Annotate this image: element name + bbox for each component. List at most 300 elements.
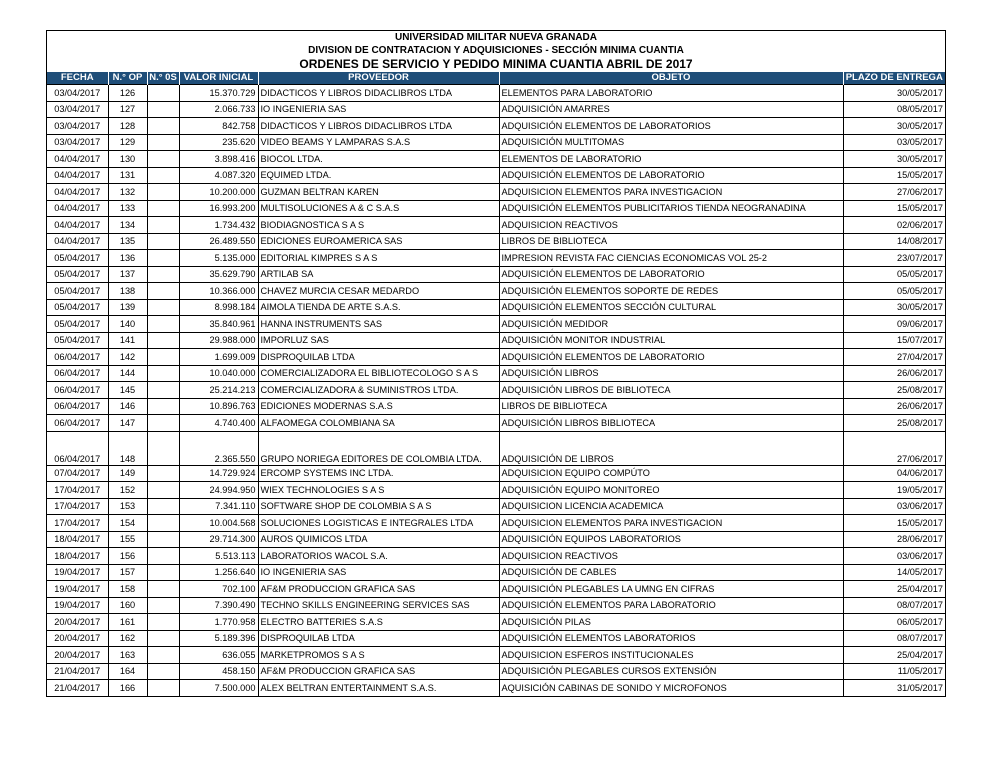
cell-fecha: 06/04/2017: [47, 382, 108, 399]
orders-table: [47, 72, 945, 696]
cell-op: 155: [108, 531, 147, 548]
cell-plazo-entrega: 15/07/2017: [843, 332, 945, 349]
cell-op: 148: [108, 431, 147, 465]
column-header-os: N.° 0S: [147, 72, 179, 85]
cell-valor-inicial: 7.341.110: [179, 498, 258, 515]
cell-op: 162: [108, 630, 147, 647]
cell-objeto: AQUISICIÓN CABINAS DE SONIDO Y MICROFONOS: [499, 680, 843, 696]
cell-valor-inicial: 5.189.396: [179, 630, 258, 647]
cell-proveedor: AF&M PRODUCCION GRAFICA SAS: [258, 581, 499, 598]
cell-proveedor: EDICIONES EUROAMERICA SAS: [258, 233, 499, 250]
cell-op: 153: [108, 498, 147, 515]
cell-op: 128: [108, 118, 147, 135]
cell-plazo-entrega: 27/04/2017: [843, 349, 945, 366]
table-row: [47, 465, 945, 482]
table-row: [47, 151, 945, 168]
table-row: [47, 431, 945, 465]
cell-proveedor: COMERCIALIZADORA EL BIBLIOTECOLOGO S A S: [258, 365, 499, 382]
cell-proveedor: TECHNO SKILLS ENGINEERING SERVICES SAS: [258, 597, 499, 614]
cell-plazo-entrega: 06/05/2017: [843, 614, 945, 631]
cell-fecha: 21/04/2017: [47, 663, 108, 680]
cell-proveedor: COMERCIALIZADORA & SUMINISTROS LTDA.: [258, 382, 499, 399]
table-row: [47, 233, 945, 250]
table-row: [47, 266, 945, 283]
cell-os: [147, 332, 179, 349]
cell-valor-inicial: 8.998.184: [179, 299, 258, 316]
cell-proveedor: ALFAOMEGA COLOMBIANA SA: [258, 415, 499, 432]
cell-valor-inicial: 10.040.000: [179, 365, 258, 382]
cell-proveedor: ARTILAB SA: [258, 266, 499, 283]
cell-os: [147, 398, 179, 415]
cell-os: [147, 663, 179, 680]
cell-objeto: ADQUISICION ELEMENTOS PARA INVESTIGACION: [499, 515, 843, 532]
cell-op: 145: [108, 382, 147, 399]
cell-plazo-entrega: 03/05/2017: [843, 134, 945, 151]
cell-valor-inicial: 5.135.000: [179, 250, 258, 267]
cell-fecha: 19/04/2017: [47, 564, 108, 581]
cell-objeto: ADQUISICIÓN DE LIBROS: [499, 431, 843, 465]
cell-fecha: 04/04/2017: [47, 167, 108, 184]
cell-op: 132: [108, 184, 147, 201]
cell-proveedor: AF&M PRODUCCION GRAFICA SAS: [258, 663, 499, 680]
cell-op: 166: [108, 680, 147, 696]
cell-valor-inicial: 14.729.924: [179, 465, 258, 482]
cell-os: [147, 217, 179, 234]
cell-plazo-entrega: 15/05/2017: [843, 167, 945, 184]
cell-os: [147, 614, 179, 631]
cell-os: [147, 349, 179, 366]
cell-valor-inicial: 4.740.400: [179, 415, 258, 432]
cell-os: [147, 266, 179, 283]
table-row: [47, 349, 945, 366]
cell-os: [147, 548, 179, 565]
cell-op: 149: [108, 465, 147, 482]
cell-objeto: ADQUISICIÓN LIBROS DE BIBLIOTECA: [499, 382, 843, 399]
cell-fecha: 05/04/2017: [47, 250, 108, 267]
cell-valor-inicial: 29.714.300: [179, 531, 258, 548]
cell-op: 141: [108, 332, 147, 349]
cell-os: [147, 647, 179, 664]
cell-os: [147, 630, 179, 647]
cell-fecha: 19/04/2017: [47, 597, 108, 614]
cell-valor-inicial: 10.366.000: [179, 283, 258, 300]
cell-plazo-entrega: 03/06/2017: [843, 548, 945, 565]
cell-os: [147, 85, 179, 102]
cell-fecha: 04/04/2017: [47, 184, 108, 201]
cell-plazo-entrega: 11/05/2017: [843, 663, 945, 680]
cell-fecha: 04/04/2017: [47, 233, 108, 250]
cell-valor-inicial: 29.988.000: [179, 332, 258, 349]
table-row: [47, 482, 945, 499]
cell-plazo-entrega: 19/05/2017: [843, 482, 945, 499]
table-row: [47, 680, 945, 696]
cell-valor-inicial: 702.100: [179, 581, 258, 598]
cell-objeto: ADQUISICIÓN DE CABLES: [499, 564, 843, 581]
table-row: [47, 548, 945, 565]
cell-fecha: 05/04/2017: [47, 283, 108, 300]
cell-proveedor: AIMOLA TIENDA DE ARTE S.A.S.: [258, 299, 499, 316]
table-row: [47, 85, 945, 102]
cell-fecha: 20/04/2017: [47, 630, 108, 647]
cell-plazo-entrega: 15/05/2017: [843, 200, 945, 217]
cell-objeto: ADQUISICIÓN ELEMENTOS DE LABORATORIO: [499, 266, 843, 283]
cell-fecha: 03/04/2017: [47, 118, 108, 135]
cell-op: 134: [108, 217, 147, 234]
cell-valor-inicial: 15.370.729: [179, 85, 258, 102]
cell-plazo-entrega: 26/06/2017: [843, 365, 945, 382]
cell-plazo-entrega: 25/08/2017: [843, 382, 945, 399]
table-row: [47, 184, 945, 201]
cell-fecha: 05/04/2017: [47, 332, 108, 349]
cell-op: 161: [108, 614, 147, 631]
column-header-proveedor: PROVEEDOR: [258, 72, 499, 85]
cell-valor-inicial: 10.004.568: [179, 515, 258, 532]
cell-os: [147, 167, 179, 184]
cell-os: [147, 134, 179, 151]
cell-objeto: ADQUISICION REACTIVOS: [499, 548, 843, 565]
cell-op: 133: [108, 200, 147, 217]
cell-valor-inicial: 3.898.416: [179, 151, 258, 168]
cell-proveedor: DIDACTICOS Y LIBROS DIDACLIBROS LTDA: [258, 85, 499, 102]
cell-op: 138: [108, 283, 147, 300]
cell-os: [147, 564, 179, 581]
cell-plazo-entrega: 08/07/2017: [843, 597, 945, 614]
cell-objeto: ADQUISICIÓN MULTITOMAS: [499, 134, 843, 151]
cell-fecha: 03/04/2017: [47, 101, 108, 118]
table-row: [47, 200, 945, 217]
cell-os: [147, 316, 179, 333]
table-row: [47, 498, 945, 515]
table-row: [47, 217, 945, 234]
cell-fecha: 04/04/2017: [47, 200, 108, 217]
cell-op: 142: [108, 349, 147, 366]
cell-plazo-entrega: 15/05/2017: [843, 515, 945, 532]
cell-valor-inicial: 2.365.550: [179, 431, 258, 465]
cell-proveedor: EQUIMED LTDA.: [258, 167, 499, 184]
cell-op: 152: [108, 482, 147, 499]
cell-valor-inicial: 458.150: [179, 663, 258, 680]
table-row: [47, 614, 945, 631]
cell-fecha: 05/04/2017: [47, 316, 108, 333]
cell-proveedor: ALEX BELTRAN ENTERTAINMENT S.A.S.: [258, 680, 499, 696]
cell-objeto: ADQUISICIÓN MONITOR INDUSTRIAL: [499, 332, 843, 349]
cell-proveedor: DIDACTICOS Y LIBROS DIDACLIBROS LTDA: [258, 118, 499, 135]
table-row: [47, 581, 945, 598]
cell-objeto: ADQUISICIÓN ELEMENTOS SOPORTE DE REDES: [499, 283, 843, 300]
cell-proveedor: IO INGENIERIA SAS: [258, 564, 499, 581]
column-header-op: N.° OP: [108, 72, 147, 85]
cell-plazo-entrega: 23/07/2017: [843, 250, 945, 267]
cell-valor-inicial: 16.993.200: [179, 200, 258, 217]
cell-objeto: ELEMENTOS DE LABORATORIO: [499, 151, 843, 168]
division-title: DIVISION DE CONTRATACION Y ADQUISICIONES - SECCIÓN MINIMA CUANTIA: [308, 45, 684, 56]
table-row: [47, 134, 945, 151]
table-row: [47, 515, 945, 532]
cell-plazo-entrega: 30/05/2017: [843, 85, 945, 102]
table-row: [47, 167, 945, 184]
cell-valor-inicial: 1.699.009: [179, 349, 258, 366]
cell-objeto: ADQUISICIÓN ELEMENTOS SECCIÓN CULTURAL: [499, 299, 843, 316]
cell-proveedor: EDICIONES MODERNAS S.A.S: [258, 398, 499, 415]
cell-valor-inicial: 25.214.213: [179, 382, 258, 399]
cell-objeto: ADQUISICION ESFEROS INSTITUCIONALES: [499, 647, 843, 664]
table-row: [47, 101, 945, 118]
cell-fecha: 04/04/2017: [47, 151, 108, 168]
cell-objeto: ADQUISICIÓN ELEMENTOS PUBLICITARIOS TIENDA NEOGRANADINA: [499, 200, 843, 217]
cell-op: 126: [108, 85, 147, 102]
table-row: [47, 564, 945, 581]
cell-proveedor: WIEX TECHNOLOGIES S A S: [258, 482, 499, 499]
cell-valor-inicial: 1.734.432: [179, 217, 258, 234]
cell-objeto: LIBROS DE BIBLIOTECA: [499, 233, 843, 250]
table-row: [47, 531, 945, 548]
cell-proveedor: MARKETPROMOS S A S: [258, 647, 499, 664]
cell-fecha: 20/04/2017: [47, 647, 108, 664]
cell-plazo-entrega: 03/06/2017: [843, 498, 945, 515]
table-row: [47, 398, 945, 415]
cell-objeto: ADQUISICIÓN ELEMENTOS DE LABORATORIO: [499, 167, 843, 184]
cell-os: [147, 118, 179, 135]
cell-fecha: 03/04/2017: [47, 85, 108, 102]
cell-valor-inicial: 7.500.000: [179, 680, 258, 696]
cell-valor-inicial: 1.770.958: [179, 614, 258, 631]
cell-plazo-entrega: 08/05/2017: [843, 101, 945, 118]
cell-op: 127: [108, 101, 147, 118]
cell-op: 160: [108, 597, 147, 614]
cell-proveedor: IMPORLUZ SAS: [258, 332, 499, 349]
cell-os: [147, 465, 179, 482]
cell-objeto: ADQUISICIÓN ELEMENTOS DE LABORATORIO: [499, 349, 843, 366]
cell-valor-inicial: 10.200.000: [179, 184, 258, 201]
cell-os: [147, 515, 179, 532]
cell-valor-inicial: 26.489.550: [179, 233, 258, 250]
cell-plazo-entrega: 05/05/2017: [843, 283, 945, 300]
cell-proveedor: HANNA INSTRUMENTS SAS: [258, 316, 499, 333]
cell-objeto: ADQUISICION ELEMENTOS PARA INVESTIGACION: [499, 184, 843, 201]
cell-op: 131: [108, 167, 147, 184]
cell-os: [147, 283, 179, 300]
cell-proveedor: VIDEO BEAMS Y LAMPARAS S.A.S: [258, 134, 499, 151]
cell-fecha: 04/04/2017: [47, 217, 108, 234]
cell-proveedor: AUROS QUIMICOS LTDA: [258, 531, 499, 548]
cell-objeto: ELEMENTOS PARA LABORATORIO: [499, 85, 843, 102]
cell-valor-inicial: 35.840.961: [179, 316, 258, 333]
cell-op: 163: [108, 647, 147, 664]
cell-objeto: ADQUISICION REACTIVOS: [499, 217, 843, 234]
cell-fecha: 19/04/2017: [47, 581, 108, 598]
cell-proveedor: MULTISOLUCIONES A & C S.A.S: [258, 200, 499, 217]
cell-objeto: ADQUISICIÓN ELEMENTOS PARA LABORATORIO: [499, 597, 843, 614]
cell-plazo-entrega: 09/06/2017: [843, 316, 945, 333]
cell-os: [147, 431, 179, 465]
cell-op: 140: [108, 316, 147, 333]
cell-proveedor: GRUPO NORIEGA EDITORES DE COLOMBIA LTDA.: [258, 431, 499, 465]
cell-os: [147, 365, 179, 382]
cell-plazo-entrega: 30/05/2017: [843, 118, 945, 135]
cell-os: [147, 382, 179, 399]
cell-valor-inicial: 7.390.490: [179, 597, 258, 614]
cell-proveedor: IO INGENIERIA SAS: [258, 101, 499, 118]
cell-valor-inicial: 5.513.113: [179, 548, 258, 565]
cell-op: 139: [108, 299, 147, 316]
cell-op: 147: [108, 415, 147, 432]
orders-sheet: [46, 30, 946, 697]
cell-proveedor: DISPROQUILAB LTDA: [258, 630, 499, 647]
cell-proveedor: ELECTRO BATTERIES S.A.S: [258, 614, 499, 631]
cell-os: [147, 101, 179, 118]
cell-proveedor: BIOCOL LTDA.: [258, 151, 499, 168]
table-row: [47, 663, 945, 680]
cell-plazo-entrega: 30/05/2017: [843, 151, 945, 168]
cell-fecha: 06/04/2017: [47, 365, 108, 382]
cell-plazo-entrega: 08/07/2017: [843, 630, 945, 647]
cell-plazo-entrega: 30/05/2017: [843, 299, 945, 316]
cell-proveedor: ERCOMP SYSTEMS INC LTDA.: [258, 465, 499, 482]
cell-fecha: 05/04/2017: [47, 266, 108, 283]
cell-objeto: ADQUISICIÓN LIBROS BIBLIOTECA: [499, 415, 843, 432]
cell-plazo-entrega: 05/05/2017: [843, 266, 945, 283]
cell-objeto: ADQUISICIÓN MEDIDOR: [499, 316, 843, 333]
cell-fecha: 05/04/2017: [47, 299, 108, 316]
cell-op: 164: [108, 663, 147, 680]
cell-fecha: 06/04/2017: [47, 415, 108, 432]
cell-op: 135: [108, 233, 147, 250]
cell-proveedor: SOFTWARE SHOP DE COLOMBIA S A S: [258, 498, 499, 515]
cell-valor-inicial: 2.066.733: [179, 101, 258, 118]
cell-os: [147, 498, 179, 515]
cell-op: 154: [108, 515, 147, 532]
cell-os: [147, 184, 179, 201]
cell-plazo-entrega: 02/06/2017: [843, 217, 945, 234]
cell-objeto: ADQUISICION EQUIPO COMPÚTO: [499, 465, 843, 482]
cell-op: 146: [108, 398, 147, 415]
cell-os: [147, 250, 179, 267]
cell-plazo-entrega: 25/04/2017: [843, 581, 945, 598]
table-row: [47, 647, 945, 664]
cell-fecha: 18/04/2017: [47, 548, 108, 565]
cell-valor-inicial: 636.055: [179, 647, 258, 664]
cell-objeto: ADQUISICIÓN ELEMENTOS LABORATORIOS: [499, 630, 843, 647]
table-row: [47, 118, 945, 135]
table-header-row: [47, 72, 945, 85]
cell-op: 137: [108, 266, 147, 283]
cell-plazo-entrega: 27/06/2017: [843, 184, 945, 201]
cell-op: 157: [108, 564, 147, 581]
cell-objeto: LIBROS DE BIBLIOTECA: [499, 398, 843, 415]
column-header-plazo: PLAZO DE ENTREGA: [843, 72, 945, 85]
cell-objeto: ADQUISICIÓN EQUIPOS LABORATORIOS: [499, 531, 843, 548]
cell-valor-inicial: 24.994.950: [179, 482, 258, 499]
cell-plazo-entrega: 25/04/2017: [843, 647, 945, 664]
cell-fecha: 21/04/2017: [47, 680, 108, 696]
table-row: [47, 415, 945, 432]
cell-os: [147, 597, 179, 614]
table-row: [47, 597, 945, 614]
cell-objeto: ADQUISICIÓN ELEMENTOS DE LABORATORIOS: [499, 118, 843, 135]
cell-os: [147, 531, 179, 548]
cell-os: [147, 680, 179, 696]
cell-objeto: ADQUISICIÓN PLEGABLES LA UMNG EN CIFRAS: [499, 581, 843, 598]
cell-proveedor: EDITORIAL KIMPRES S A S: [258, 250, 499, 267]
cell-objeto: ADQUISICIÓN EQUIPO MONITOREO: [499, 482, 843, 499]
cell-plazo-entrega: 28/06/2017: [843, 531, 945, 548]
table-row: [47, 299, 945, 316]
cell-valor-inicial: 4.087.320: [179, 167, 258, 184]
cell-plazo-entrega: 14/05/2017: [843, 564, 945, 581]
column-header-objeto: OBJETO: [499, 72, 843, 85]
cell-proveedor: DISPROQUILAB LTDA: [258, 349, 499, 366]
cell-fecha: 06/04/2017: [47, 431, 108, 465]
cell-fecha: 06/04/2017: [47, 349, 108, 366]
cell-objeto: ADQUISICIÓN LIBROS: [499, 365, 843, 382]
table-row: [47, 250, 945, 267]
cell-proveedor: SOLUCIONES LOGISTICAS E INTEGRALES LTDA: [258, 515, 499, 532]
cell-objeto: ADQUISICIÓN PILAS: [499, 614, 843, 631]
cell-fecha: 17/04/2017: [47, 482, 108, 499]
table-row: [47, 332, 945, 349]
cell-proveedor: CHAVEZ MURCIA CESAR MEDARDO: [258, 283, 499, 300]
cell-fecha: 03/04/2017: [47, 134, 108, 151]
cell-os: [147, 200, 179, 217]
cell-objeto: IMPRESION REVISTA FAC CIENCIAS ECONOMICAS VOL 25-2: [499, 250, 843, 267]
cell-valor-inicial: 10.896.763: [179, 398, 258, 415]
cell-valor-inicial: 842.758: [179, 118, 258, 135]
cell-valor-inicial: 35.629.790: [179, 266, 258, 283]
cell-fecha: 17/04/2017: [47, 498, 108, 515]
cell-valor-inicial: 1.256.640: [179, 564, 258, 581]
cell-fecha: 07/04/2017: [47, 465, 108, 482]
cell-valor-inicial: 235.620: [179, 134, 258, 151]
cell-plazo-entrega: 04/06/2017: [843, 465, 945, 482]
cell-op: 156: [108, 548, 147, 565]
report-title: ORDENES DE SERVICIO Y PEDIDO MINIMA CUANTIA ABRIL DE 2017: [299, 57, 693, 71]
cell-os: [147, 482, 179, 499]
cell-op: 136: [108, 250, 147, 267]
table-row: [47, 283, 945, 300]
table-row: [47, 382, 945, 399]
column-header-fecha: FECHA: [47, 72, 108, 85]
cell-objeto: ADQUISICIÓN PLEGABLES CURSOS EXTENSIÓN: [499, 663, 843, 680]
university-title: UNIVERSIDAD MILITAR NUEVA GRANADA: [394, 32, 598, 43]
table-row: [47, 316, 945, 333]
cell-os: [147, 233, 179, 250]
cell-op: 158: [108, 581, 147, 598]
cell-proveedor: GUZMAN BELTRAN KAREN: [258, 184, 499, 201]
cell-proveedor: LABORATORIOS WACOL S.A.: [258, 548, 499, 565]
table-row: [47, 365, 945, 382]
cell-fecha: 17/04/2017: [47, 515, 108, 532]
cell-fecha: 18/04/2017: [47, 531, 108, 548]
cell-op: 144: [108, 365, 147, 382]
cell-os: [147, 581, 179, 598]
cell-fecha: 06/04/2017: [47, 398, 108, 415]
cell-plazo-entrega: 14/08/2017: [843, 233, 945, 250]
cell-plazo-entrega: 27/06/2017: [843, 431, 945, 465]
cell-objeto: ADQUISICIÓN AMARRES: [499, 101, 843, 118]
cell-fecha: 20/04/2017: [47, 614, 108, 631]
cell-op: 130: [108, 151, 147, 168]
cell-os: [147, 151, 179, 168]
cell-os: [147, 415, 179, 432]
cell-plazo-entrega: 31/05/2017: [843, 680, 945, 696]
cell-plazo-entrega: 25/08/2017: [843, 415, 945, 432]
cell-op: 129: [108, 134, 147, 151]
table-row: [47, 630, 945, 647]
cell-proveedor: BIODIAGNOSTICA S A S: [258, 217, 499, 234]
cell-plazo-entrega: 26/06/2017: [843, 398, 945, 415]
column-header-valor: VALOR INICIAL: [179, 72, 258, 85]
cell-objeto: ADQUISICION LICENCIA ACADEMICA: [499, 498, 843, 515]
